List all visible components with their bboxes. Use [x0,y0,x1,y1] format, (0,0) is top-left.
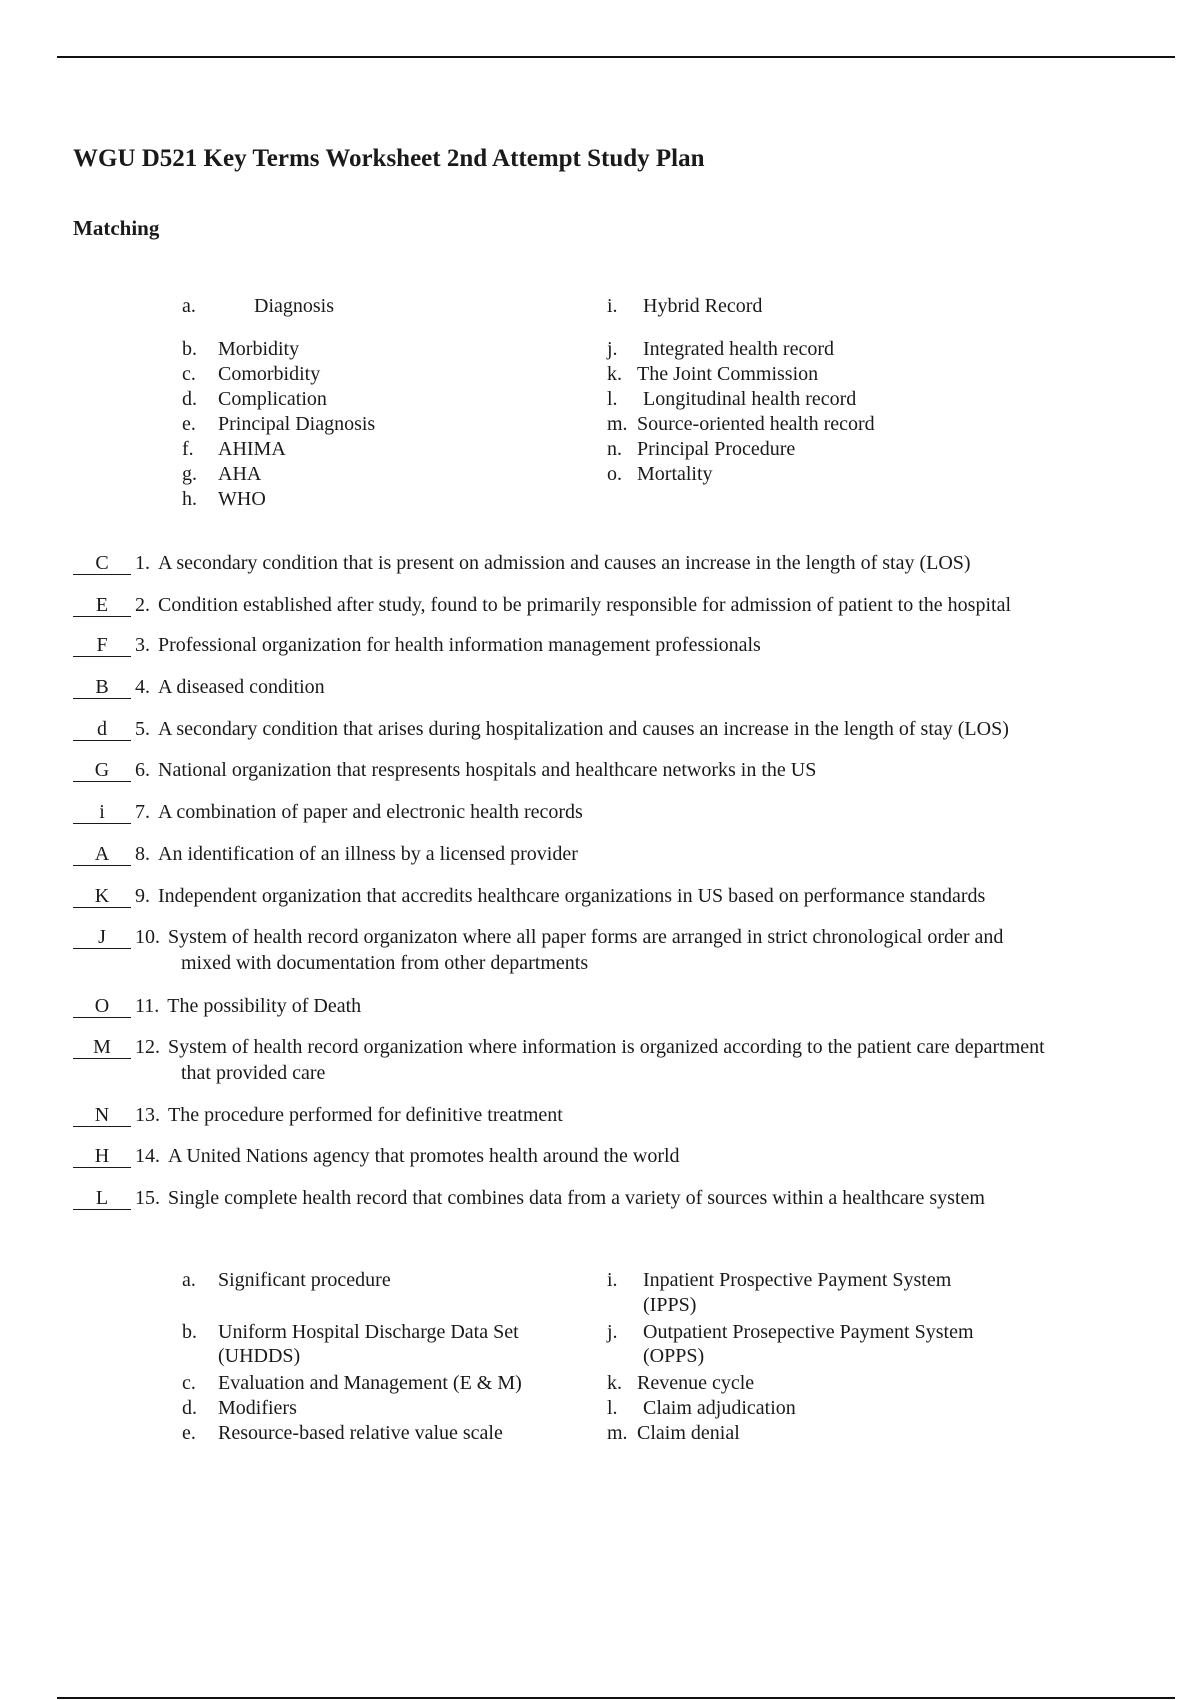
term-text: Comorbidity [218,363,321,385]
term-letter: m. [607,1422,628,1444]
term-text: Uniform Hospital Discharge Data Set [218,1321,519,1343]
question-number: 6. [135,759,150,781]
question-row [73,632,761,658]
question-row [73,757,816,783]
term-list-item [607,337,834,361]
term-letter: b. [182,1321,197,1343]
answer-blank[interactable]: A [73,843,131,866]
term-text: Resource-based relative value scale [218,1422,503,1444]
question-text: A secondary condition that is present on admission and causes an increase in the length of stay (LOS) [158,552,971,574]
term-list-item [182,337,299,361]
term-list-item [607,294,762,318]
question-row [73,799,583,825]
term-list-item [607,1421,740,1445]
term-letter: j. [607,338,618,360]
term-text: Integrated health record [643,338,835,360]
term-letter: c. [182,1372,196,1394]
answer-blank[interactable]: N [73,1104,131,1127]
term-list-item [607,387,856,411]
question-text: Condition established after study, found to be primarily responsible for admission of patient to the hospital [158,594,1011,616]
question-row [73,716,1009,742]
term-text: Inpatient Prospective Payment System [643,1269,952,1291]
term-list-item [607,412,875,436]
term-letter: k. [607,363,622,385]
term-text-continued: (IPPS) [643,1294,697,1316]
question-text: The procedure performed for definitive treatment [168,1104,563,1126]
term-text: AHIMA [218,438,286,460]
term-letter: k. [607,1372,622,1394]
term-letter: e. [182,1422,196,1444]
question-number: 1. [135,552,150,574]
term-list-item [182,362,320,386]
term-list-item [182,1320,519,1344]
term-text: Outpatient Prosepective Payment System [643,1321,974,1343]
question-row [73,1034,1045,1060]
term-list-item [607,1320,974,1344]
question-row [73,883,985,909]
term-list-item [607,462,713,486]
term-list-item [182,487,266,511]
question-number: 13. [135,1104,160,1126]
term-list-item [182,1421,503,1445]
term-text: Claim adjudication [643,1397,796,1419]
answer-blank[interactable]: B [73,676,131,699]
question-number: 5. [135,718,150,740]
question-text: A diseased condition [158,676,325,698]
term-letter: i. [607,1269,618,1291]
answer-blank[interactable]: M [73,1036,131,1059]
term-letter: f. [182,438,194,460]
term-list-item [182,1268,391,1292]
term-letter: i. [607,295,618,317]
question-text-continued: mixed with documentation from other departments [181,952,589,974]
term-text: Principal Diagnosis [218,413,376,435]
term-list-item [607,437,795,461]
question-number: 14. [135,1145,160,1167]
question-text: An identification of an illness by a licensed provider [158,843,578,865]
question-row [73,592,1011,618]
question-number: 7. [135,801,150,823]
answer-blank[interactable]: K [73,885,131,908]
term-text: Principal Procedure [637,438,796,460]
term-letter: j. [607,1321,618,1343]
term-list-item [182,1396,297,1420]
answer-blank[interactable]: C [73,552,131,575]
question-number: 4. [135,676,150,698]
term-letter: c. [182,363,196,385]
term-list-item [607,1371,754,1395]
term-list-item [182,462,261,486]
question-text-continued: that provided care [181,1062,326,1084]
term-text: Source-oriented health record [637,413,875,435]
question-row [73,1185,985,1211]
term-text-continued: (UHDDS) [218,1345,301,1367]
term-list-item [182,412,375,436]
question-text: A secondary condition that arises during hospitalization and causes an increase in the length of stay (LOS) [158,718,1009,740]
term-text: Revenue cycle [637,1372,755,1394]
answer-blank[interactable]: E [73,594,131,617]
answer-blank[interactable]: i [73,801,131,824]
term-list-item [607,1268,951,1292]
term-text: Mortality [637,463,713,485]
term-text: Claim denial [637,1422,740,1444]
term-letter: l. [607,1397,618,1419]
question-number: 8. [135,843,150,865]
term-list-item [182,437,286,461]
question-row [73,841,578,867]
term-text: Hybrid Record [643,295,763,317]
term-list-item [182,387,327,411]
question-text: The possibility of Death [167,995,362,1017]
term-letter: e. [182,413,196,435]
answer-blank[interactable]: G [73,759,131,782]
term-letter: g. [182,463,197,485]
answer-blank[interactable]: O [73,995,131,1018]
term-list-item [607,362,818,386]
term-text: Evaluation and Management (E & M) [218,1372,522,1394]
question-number: 12. [135,1036,160,1058]
answer-blank[interactable]: H [73,1145,131,1168]
term-letter: o. [607,463,622,485]
bottom-rule [57,1697,1175,1699]
term-list-item [607,1396,796,1420]
question-text: A combination of paper and electronic health records [158,801,583,823]
term-letter: a. [182,1269,196,1291]
term-text: AHA [218,463,262,485]
question-row [73,993,361,1019]
term-letter: l. [607,388,618,410]
question-text: System of health record organization where information is organized according to the patient care department [168,1036,1045,1058]
answer-blank[interactable]: L [73,1187,131,1210]
term-text: Longitudinal health record [643,388,857,410]
question-text: National organization that respresents hospitals and healthcare networks in the US [158,759,817,781]
top-rule [57,56,1175,58]
question-row [73,924,1003,950]
term-text: The Joint Commission [637,363,819,385]
question-row [73,550,971,576]
term-text-continued: (OPPS) [643,1345,705,1367]
question-text: Independent organization that accredits healthcare organizations in US based on performance standards [158,885,986,907]
question-text: Single complete health record that combines data from a variety of sources within a healthcare system [168,1187,985,1209]
answer-blank[interactable]: F [73,634,131,657]
term-letter: n. [607,438,622,460]
term-text: WHO [218,488,266,510]
term-text: Modifiers [218,1397,297,1419]
question-row [73,1143,680,1169]
term-letter: b. [182,338,197,360]
section-heading: Matching [73,216,160,240]
term-letter: d. [182,1397,197,1419]
term-text: Significant procedure [218,1269,391,1291]
question-text: Professional organization for health information management professionals [158,634,761,656]
question-row [73,674,325,700]
question-text: System of health record organizaton where all paper forms are arranged in strict chronological order and [168,926,1004,948]
question-number: 15. [135,1187,160,1209]
term-letter: d. [182,388,197,410]
question-text: A United Nations agency that promotes health around the world [168,1145,680,1167]
term-list-item [182,294,334,318]
question-number: 9. [135,885,150,907]
question-row [73,1102,563,1128]
page-title: WGU D521 Key Terms Worksheet 2nd Attempt Study Plan [73,145,705,172]
question-number: 11. [135,995,160,1017]
question-number: 10. [135,926,160,948]
question-number: 3. [135,634,150,656]
term-text: Morbidity [218,338,300,360]
term-list-item [182,1371,522,1395]
answer-blank[interactable]: J [73,926,131,949]
term-text: Diagnosis [254,295,334,317]
question-number: 2. [135,594,150,616]
term-letter: a. [182,295,196,317]
term-letter: m. [607,413,628,435]
term-letter: h. [182,488,197,510]
answer-blank[interactable]: d [73,718,131,741]
term-text: Complication [218,388,327,410]
